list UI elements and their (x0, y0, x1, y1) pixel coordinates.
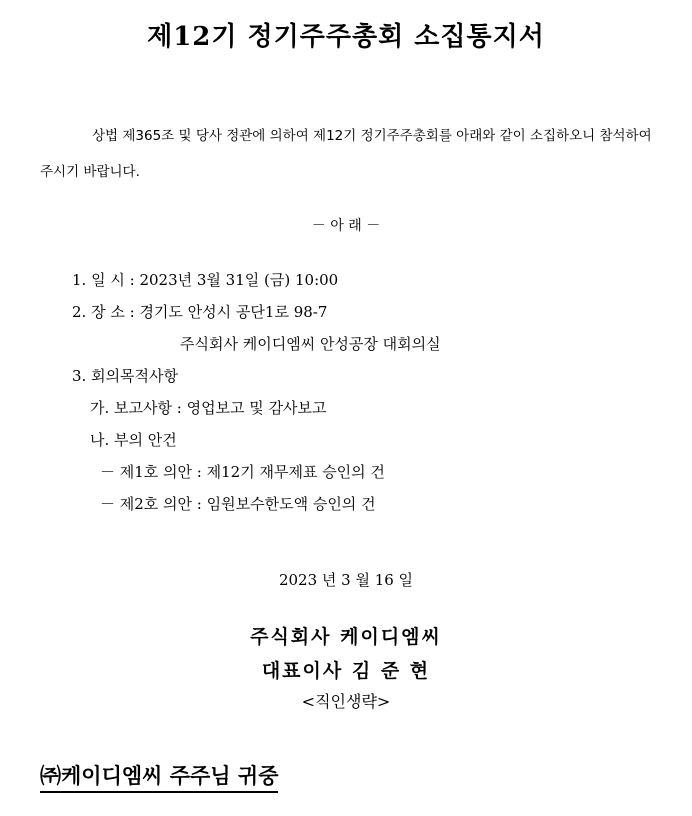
datetime-value: 2023년 3월 31일 (금) 10:00 (139, 271, 339, 289)
company-name: 주식회사 케이디엠씨 (250, 626, 442, 648)
datetime-label: 1. 일 시 : (72, 271, 135, 289)
resolution-item-1: － 제1호 의안 : 제12기 재무제표 승인의 건 (100, 463, 385, 481)
item-place (72, 302, 327, 322)
report-items: 가. 보고사항 : 영업보고 및 감사보고 (90, 399, 327, 417)
addressee: ㈜케이디엠씨 주주님 귀중 (40, 762, 278, 793)
section-heading: － 아 래 － (311, 218, 381, 234)
representative: 대표이사 김 준 현 (261, 660, 431, 682)
place-value: 경기도 안성시 공단1로 98-7 (139, 303, 328, 321)
notice-date: 2023 년 3 월 16 일 (278, 571, 414, 589)
resolution-heading: 나. 부의 안건 (90, 431, 177, 449)
place-detail: 주식회사 케이디엠씨 안성공장 대회의실 (180, 335, 441, 353)
resolution-item-2: － 제2호 의안 : 임원보수한도액 승인의 건 (100, 495, 376, 513)
item-datetime (72, 270, 338, 290)
notice-title: 제12기 정기주주총회 소집통지서 (147, 22, 545, 52)
agenda-heading: 3. 회의목적사항 (72, 367, 179, 385)
place-label: 2. 장 소 : (72, 303, 135, 321)
intro-paragraph: 상법 제365조 및 당사 정관에 의하여 제12기 정기주주총회를 아래와 같이 소집하오니 참석하여 주시기 바랍니다. (40, 128, 652, 180)
seal-note: <직인생략> (301, 692, 391, 711)
